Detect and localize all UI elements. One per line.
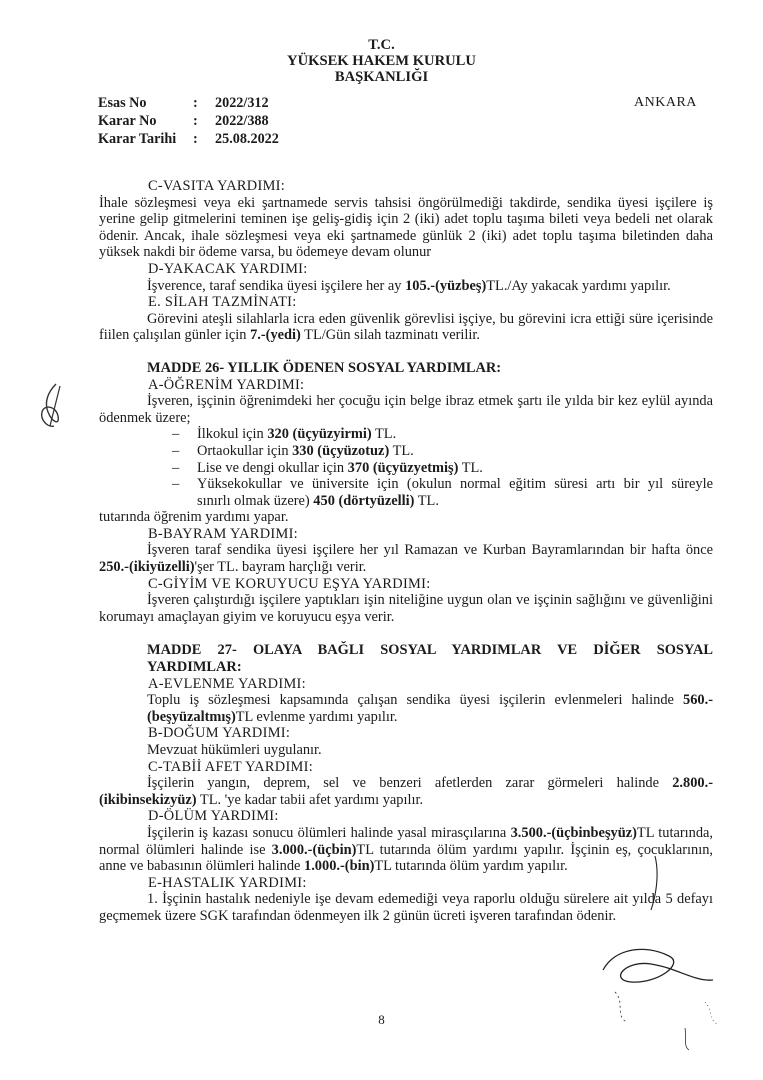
ogrenim-tail: tutarında öğrenim yardımı yapar. bbox=[99, 509, 289, 526]
afet-amount: 2.800.-(ikibinsekizyüz) bbox=[99, 775, 713, 808]
tarih-value: 25.08.2022 bbox=[215, 131, 279, 147]
list-dash: – bbox=[172, 426, 180, 443]
header-institution: YÜKSEK HAKEM KURULU bbox=[287, 52, 476, 69]
bayram-title: B-BAYRAM YARDIMI: bbox=[148, 525, 298, 542]
city-label: ANKARA bbox=[634, 95, 697, 110]
bayram-amount: 250.-(ikiyüzelli) bbox=[99, 559, 195, 576]
olum-mid-1: TL tutarında, normal ölümleri halinde ise bbox=[99, 824, 714, 858]
karar-label: Karar No bbox=[98, 113, 157, 129]
margin-initial-mark bbox=[34, 382, 74, 432]
silah-post: TL/Gün silah tazminatı verilir. bbox=[300, 327, 481, 344]
document-header bbox=[0, 38, 763, 85]
item-pre: Lise ve dengi okullar için bbox=[197, 459, 348, 476]
karar-value: 2022/388 bbox=[215, 113, 269, 129]
olum-amount-2: 3.000.-(üçbin) bbox=[271, 841, 357, 858]
afet-text bbox=[99, 775, 713, 808]
esas-label: Esas No bbox=[98, 95, 147, 111]
item-pre: Yüksekokullar ve üniversite için (okulun normal eğitim süresi artı bir yıl süreyle bbox=[197, 476, 713, 493]
olum-post: TL tutarında ölüm yardım yapılır. bbox=[374, 858, 568, 875]
bayram-pre: İşveren taraf sendika üyesi işçilere her yıl Ramazan ve Kurban Bayramlarından bir hafta önce bbox=[147, 542, 713, 559]
yakacak-post: TL./Ay yakacak yardımı yapılır. bbox=[486, 277, 671, 294]
vasita-title: C-VASITA YARDIMI: bbox=[148, 178, 286, 194]
tarih-row bbox=[98, 130, 279, 148]
item-amount: 320 (üçyüzyirmi) bbox=[267, 426, 372, 443]
header-tc: T.C. bbox=[368, 37, 395, 53]
yakacak-title: D-YAKACAK YARDIMI: bbox=[148, 260, 308, 277]
list-dash: – bbox=[172, 476, 180, 493]
header-presidency: BAŞKANLIĞI bbox=[334, 68, 429, 85]
item-post: TL. bbox=[458, 459, 483, 476]
evlenme-amount: 560.-(beşyüzaltmış) bbox=[147, 692, 713, 725]
olum-text bbox=[99, 825, 713, 875]
list-dash: – bbox=[172, 459, 180, 476]
esas-colon: : bbox=[193, 95, 198, 111]
case-info bbox=[98, 94, 279, 148]
evlenme-pre: Toplu iş sözleşmesi kapsamında çalışan sendika üyesi işçilerin evlenmeleri halinde bbox=[147, 692, 684, 709]
tarih-colon: : bbox=[193, 131, 198, 147]
esas-value: 2022/312 bbox=[215, 95, 269, 111]
item-pre-cont: sınırlı olmak üzere) bbox=[197, 492, 314, 509]
olum-amount-3: 1.000.-(bin) bbox=[304, 858, 375, 875]
silah-amount: 7.-(yedi) bbox=[250, 327, 301, 344]
olum-mid-2: TL tutarında ölüm yardımı yapılır. İşçinin eş, çocuklarının, anne ve babasının ölümleri halinde bbox=[99, 841, 713, 875]
yakacak-amount: 105.-(yüzbeş) bbox=[405, 277, 487, 294]
silah-text bbox=[99, 311, 713, 344]
giyim-title: C-GİYİM VE KORUYUCU EŞYA YARDIMI: bbox=[148, 575, 431, 592]
dogum-text: Mevzuat hükümleri uygulanır. bbox=[147, 742, 322, 758]
bayram-post: 'şer TL. bayram harçlığı verir. bbox=[194, 559, 367, 576]
document-body bbox=[99, 178, 713, 925]
madde27-title-cont: YARDIMLAR: bbox=[147, 659, 242, 676]
silah-title: E. SİLAH TAZMİNATI: bbox=[148, 294, 297, 311]
item-pre: İlkokul için bbox=[197, 426, 268, 443]
item-amount: 330 (üçyüzotuz) bbox=[292, 442, 390, 459]
hastalik-title: E-HASTALIK YARDIMI: bbox=[148, 874, 307, 891]
giyim-text: İşveren çalıştırdığı işçilere yaptıkları işin niteliğine uygun olan ve işçinin sağlığını ve güvenliğini korumayı amaçlayan giyim ve koruyucu eşya verir. bbox=[99, 592, 713, 625]
evlenme-title: A-EVLENME YARDIMI: bbox=[148, 675, 306, 692]
yakacak-pre: İşverence, taraf sendika üyesi işçilere her ay bbox=[147, 277, 406, 294]
item-amount: 370 (üçyüzyetmiş) bbox=[347, 459, 459, 476]
list-dash: – bbox=[172, 442, 180, 459]
list-item bbox=[172, 426, 713, 443]
karar-colon: : bbox=[193, 113, 198, 129]
item-post: TL. bbox=[414, 492, 439, 509]
ogrenim-text: İşveren, işçinin öğrenimdeki her çocuğu için belge ibraz etmek şartı ile yılda bir kez eylül ayında ödenmek üzere; bbox=[99, 393, 713, 426]
list-item bbox=[172, 476, 713, 509]
list-item bbox=[172, 443, 713, 460]
item-post: TL. bbox=[389, 442, 414, 459]
madde27-title: MADDE 27- OLAYA BAĞLI SOSYAL YARDIMLAR VE DİĞER SOSYAL bbox=[147, 642, 713, 659]
madde26-title: MADDE 26- YILLIK ÖDENEN SOSYAL YARDIMLAR: bbox=[147, 359, 502, 376]
vasita-text: İhale sözleşmesi veya eki şartnamede servis tahsisi öngörülmediği takdirde, sendika üyesi işçilere iş yerine gelip gitmelerini teminen işe geliş-gidiş için 2 (iki) adet toplu taşıma bileti veya bedeli net olarak ödenir. Ancak, ihale sözleşmesi veya eki şartnamede günlük 2 (iki) adet toplu taşıma biletinden daha yüksek nakdi bir ödeme varsa, bu ödemeye devam olunur bbox=[99, 194, 713, 261]
olum-pre: İşçilerin iş kazası sonucu ölümleri halinde yasal mirasçılarına bbox=[147, 824, 511, 841]
hastalik-text: 1. İşçinin hastalık nedeniyle işe devam edemediği veya raporlu olduğu sürelere ait yılda 5 defayı geçmemek üzere SGK tarafından ödenmeyen ilk 2 günün ücreti işveren tarafından ödenir. bbox=[99, 891, 713, 924]
tarih-label: Karar Tarihi bbox=[98, 131, 177, 147]
item-post: TL. bbox=[371, 426, 397, 443]
afet-title: C-TABİİ AFET YARDIMI: bbox=[148, 758, 314, 775]
afet-post: TL. 'ye kadar tabii afet yardımı yapılır. bbox=[196, 791, 424, 808]
evlenme-text bbox=[99, 692, 713, 725]
silah-pre: Görevini ateşli silahlarla icra eden güvenlik görevlisi işçiye, bu görevini icra ettiği süre içerisinde fiilen çalışılan günler için bbox=[99, 310, 713, 344]
item-pre: Ortaokullar için bbox=[197, 442, 293, 459]
olum-amount-1: 3.500.-(üçbinbeşyüz) bbox=[510, 824, 637, 841]
bayram-text bbox=[99, 542, 713, 575]
karar-row bbox=[98, 112, 279, 130]
yakacak-text bbox=[99, 278, 713, 295]
list-item bbox=[172, 460, 713, 477]
evlenme-post: TL evlenme yardımı yapılır. bbox=[235, 708, 398, 725]
dogum-title: B-DOĞUM YARDIMI: bbox=[148, 725, 291, 742]
esas-row bbox=[98, 94, 279, 112]
ogrenim-list bbox=[99, 426, 713, 509]
ogrenim-title: A-ÖĞRENİM YARDIMI: bbox=[148, 376, 305, 393]
page-number: 8 bbox=[378, 1012, 385, 1027]
afet-pre: İşçilerin yangın, deprem, sel ve benzeri afetlerden zarar görmeleri halinde bbox=[147, 775, 673, 792]
olum-title: D-ÖLÜM YARDIMI: bbox=[148, 808, 279, 825]
item-amount: 450 (dörtyüzelli) bbox=[313, 492, 415, 509]
